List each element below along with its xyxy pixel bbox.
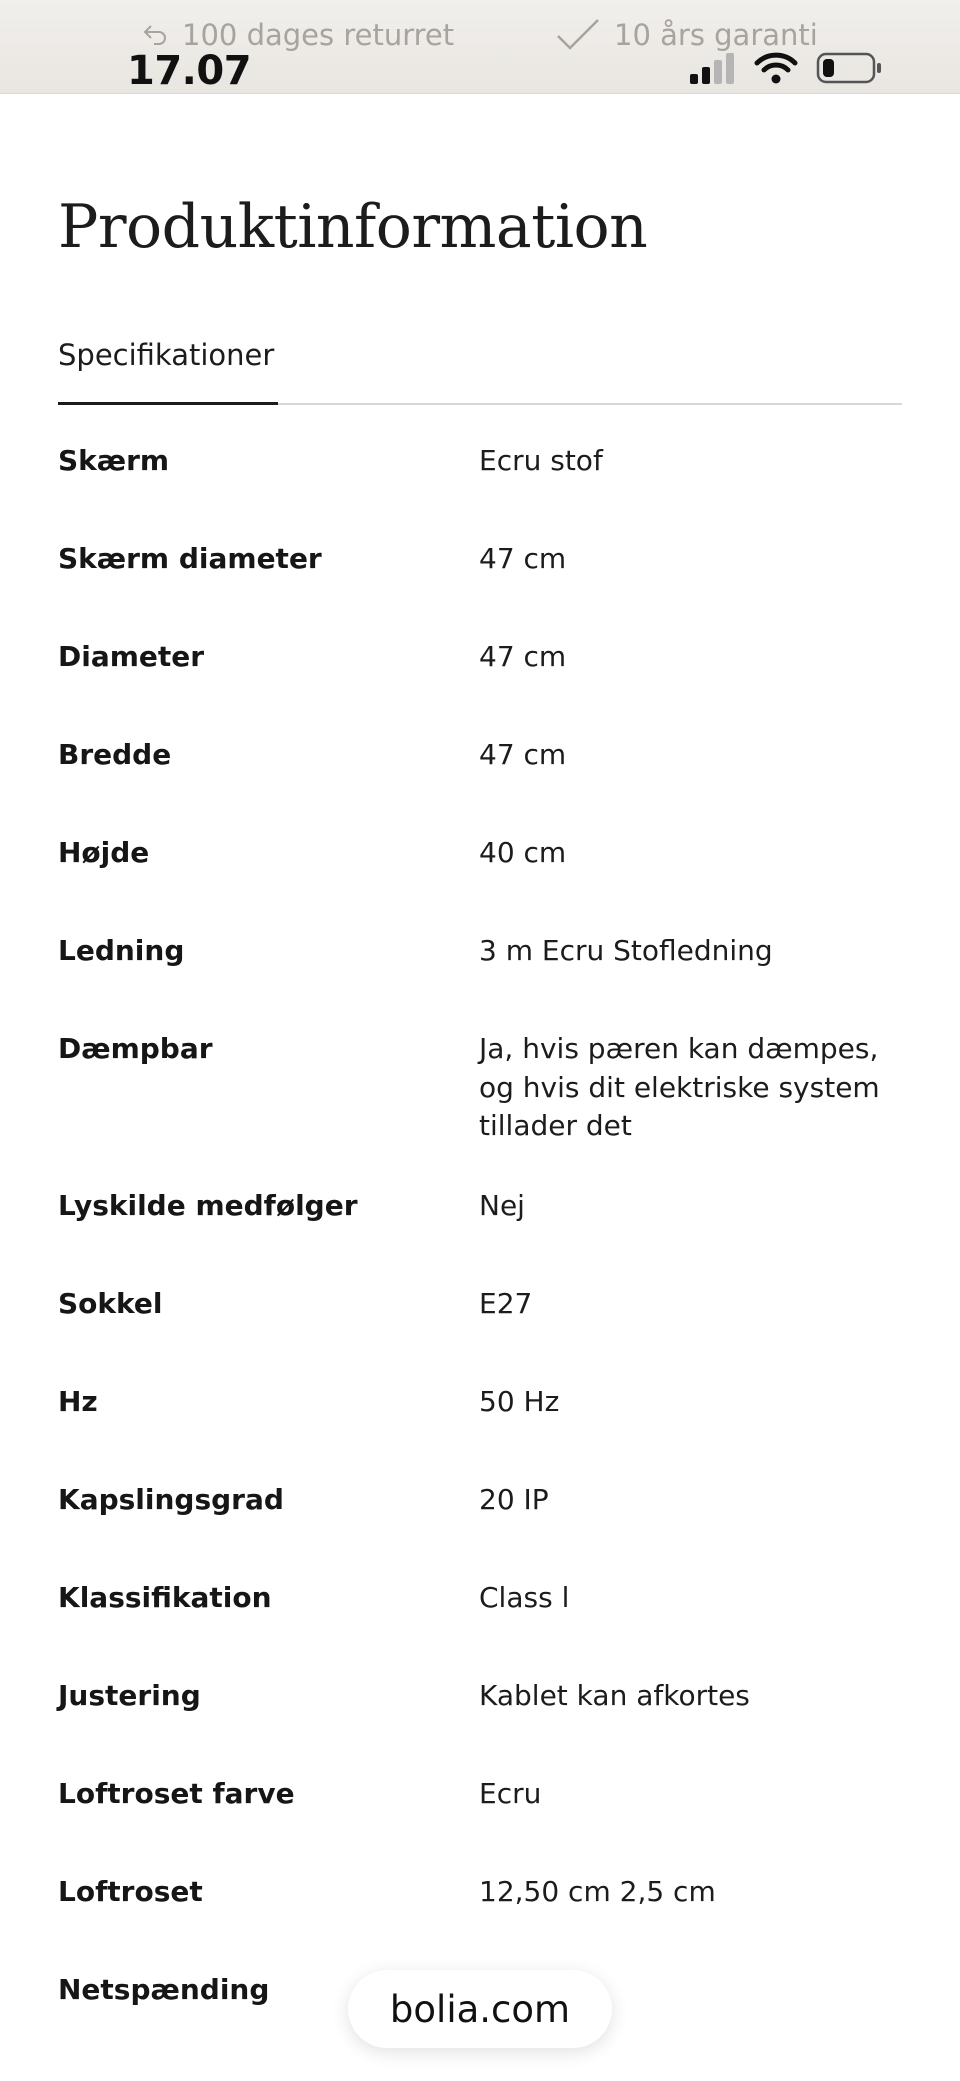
- tab-specifications[interactable]: Specifikationer: [58, 338, 275, 372]
- spec-value: 40 cm: [479, 836, 567, 869]
- spec-label: Netspænding: [58, 1973, 270, 2006]
- spec-label: Loftroset farve: [58, 1777, 295, 1810]
- specifications-list: [58, 442, 902, 2069]
- spec-value: Ecru stof: [479, 444, 603, 477]
- spec-value: 12,50 cm 2,5 cm: [479, 1875, 716, 1908]
- spec-row: [58, 1579, 902, 1677]
- spec-value: 50 Hz: [479, 1385, 560, 1418]
- spec-row: [58, 540, 902, 638]
- spec-value: Ecru: [479, 1777, 542, 1810]
- spec-label: Diameter: [58, 640, 205, 673]
- wifi-icon: [754, 52, 798, 88]
- spec-label: Højde: [58, 836, 150, 869]
- spec-value: Nej: [479, 1189, 525, 1222]
- spec-label: Dæmpbar: [58, 1032, 213, 1065]
- status-bar: [0, 0, 960, 94]
- spec-value: 47 cm: [479, 542, 567, 575]
- spec-label: Sokkel: [58, 1287, 163, 1320]
- spec-row: [58, 442, 902, 540]
- spec-label: Justering: [58, 1679, 201, 1712]
- spec-row: [58, 736, 902, 834]
- status-icons: [688, 52, 882, 88]
- spec-value: E27: [479, 1287, 533, 1320]
- promo-warranty: [556, 18, 818, 52]
- spec-row: [58, 638, 902, 736]
- return-arrow-icon: [142, 23, 168, 47]
- spec-value: 47 cm: [479, 640, 567, 673]
- checkmark-icon: [556, 18, 600, 52]
- page-title: Produktinformation: [58, 192, 648, 262]
- spec-row: [58, 1677, 902, 1775]
- spec-row: [58, 1285, 902, 1383]
- promo-returns-text: 100 dages returret: [182, 18, 455, 52]
- spec-value: 47 cm: [479, 738, 567, 771]
- spec-value: Class l: [479, 1581, 570, 1614]
- spec-value: Kablet kan afkortes: [479, 1679, 750, 1712]
- battery-icon: [816, 52, 882, 88]
- spec-label: Skærm diameter: [58, 542, 322, 575]
- spec-row: [58, 1383, 902, 1481]
- spec-value: 20 IP: [479, 1483, 549, 1516]
- spec-label: Hz: [58, 1385, 98, 1418]
- spec-value: Ja, hvis pæren kan dæmpes, og hvis dit elektriske system tillader det: [479, 1032, 880, 1143]
- spec-row: [58, 1187, 902, 1285]
- browser-url-bar[interactable]: [348, 1970, 612, 2048]
- cellular-signal-icon: [688, 52, 736, 88]
- spec-label: Kapslingsgrad: [58, 1483, 284, 1516]
- spec-row: [58, 1775, 902, 1873]
- tab-bar: [58, 330, 902, 405]
- spec-row: [58, 834, 902, 932]
- spec-label: Skærm: [58, 444, 170, 477]
- spec-row: [58, 1030, 902, 1187]
- spec-row: [58, 932, 902, 1030]
- browser-url-text: bolia.com: [389, 1987, 571, 2031]
- spec-label: Ledning: [58, 934, 185, 967]
- spec-value: 3 m Ecru Stofledning: [479, 934, 773, 967]
- spec-row: [58, 1481, 902, 1579]
- status-time: 17.07: [127, 48, 252, 94]
- spec-label: Bredde: [58, 738, 172, 771]
- spec-row: [58, 1873, 902, 1971]
- spec-label: Loftroset: [58, 1875, 203, 1908]
- promo-warranty-text: 10 års garanti: [614, 18, 818, 52]
- promo-returns: [142, 18, 454, 52]
- spec-label: Lyskilde medfølger: [58, 1189, 358, 1222]
- spec-label: Klassifikation: [58, 1581, 272, 1614]
- active-tab-indicator: [58, 402, 278, 405]
